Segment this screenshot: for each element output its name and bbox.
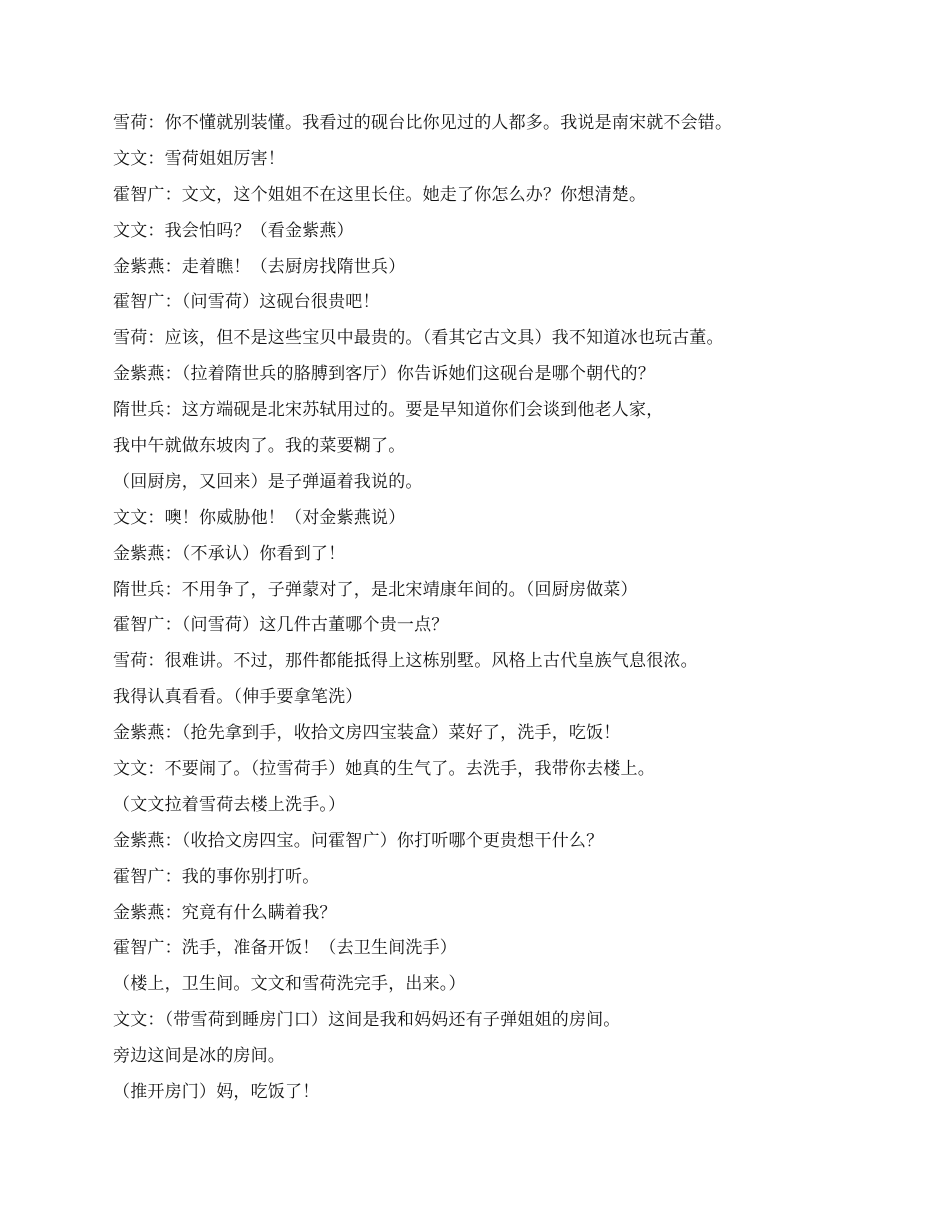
dialogue-line: 霍智广：（问雪荷）这砚台很贵吧！ [113,292,380,313]
dialogue-line: 文文：不要闹了。（拉雪荷手）她真的生气了。去洗手，我带你去楼上。 [113,759,655,780]
dialogue-line: 霍智广：文文，这个姐姐不在这里长住。她走了你怎么办？你想清楚。 [113,184,647,205]
dialogue-line: 旁边这间是冰的房间。 [113,1046,285,1067]
stage-direction-line: （文文拉着雪荷去楼上洗手。） [113,794,346,815]
dialogue-line: 文文：（带雪荷到睡房门口）这间是我和妈妈还有子弹姐姐的房间。 [113,1010,621,1031]
stage-direction-line: （回厨房，又回来）是子弹逼着我说的。 [113,471,423,492]
dialogue-line: 霍智广：我的事你别打听。 [113,866,320,887]
dialogue-line: 霍智广：洗手，准备开饭！（去卫生间洗手） [113,938,457,959]
dialogue-line: 文文：我会怕吗？（看金紫燕） [113,220,354,241]
dialogue-line: 隋世兵：这方端砚是北宋苏轼用过的。要是早知道你们会谈到他老人家， [113,400,664,421]
dialogue-line: 雪荷：很难讲。不过，那件都能抵得上这栋别墅。风格上古代皇族气息很浓。 [113,651,698,672]
dialogue-line: 文文：噢！你威胁他！（对金紫燕说） [113,507,406,528]
dialogue-line: 文文：雪荷姐姐厉害！ [113,148,285,169]
dialogue-line: 雪荷：你不懂就别装懂。我看过的砚台比你见过的人都多。我说是南宋就不会错。 [113,113,733,133]
dialogue-line: 雪荷：应该，但不是这些宝贝中最贵的。（看其它古文具）我不知道冰也玩古董。 [113,328,724,349]
dialogue-line: 霍智广：（问雪荷）这几件古董哪个贵一点？ [113,615,449,636]
script-text-body [113,110,873,1115]
dialogue-line: 金紫燕：（拉着隋世兵的胳膊到客厅）你告诉她们这砚台是哪个朝代的？ [113,364,655,385]
dialogue-line: 金紫燕：究竟有什么瞒着我？ [113,902,337,923]
dialogue-line: 我得认真看看。（伸手要拿笔洗） [113,687,363,708]
stage-direction-line: （楼上，卫生间。文文和雪荷洗完手，出来。） [113,974,466,995]
dialogue-line: 隋世兵：不用争了，子弹蒙对了，是北宋靖康年间的。（回厨房做菜） [113,579,638,600]
dialogue-line: 我中午就做东坡肉了。我的菜要糊了。 [113,436,406,457]
stage-direction-line: （推开房门）妈，吃饭了！ [113,1082,320,1103]
dialogue-line: 金紫燕：（不承认）你看到了！ [113,543,346,564]
dialogue-line: 金紫燕：走着瞧！（去厨房找隋世兵） [113,256,406,277]
dialogue-line: 金紫燕：（收拾文房四宝。问霍智广）你打听哪个更贵想干什么？ [113,830,604,851]
dialogue-line: 金紫燕：（抢先拿到手，收拾文房四宝装盒）菜好了，洗手，吃饭！ [113,723,621,744]
